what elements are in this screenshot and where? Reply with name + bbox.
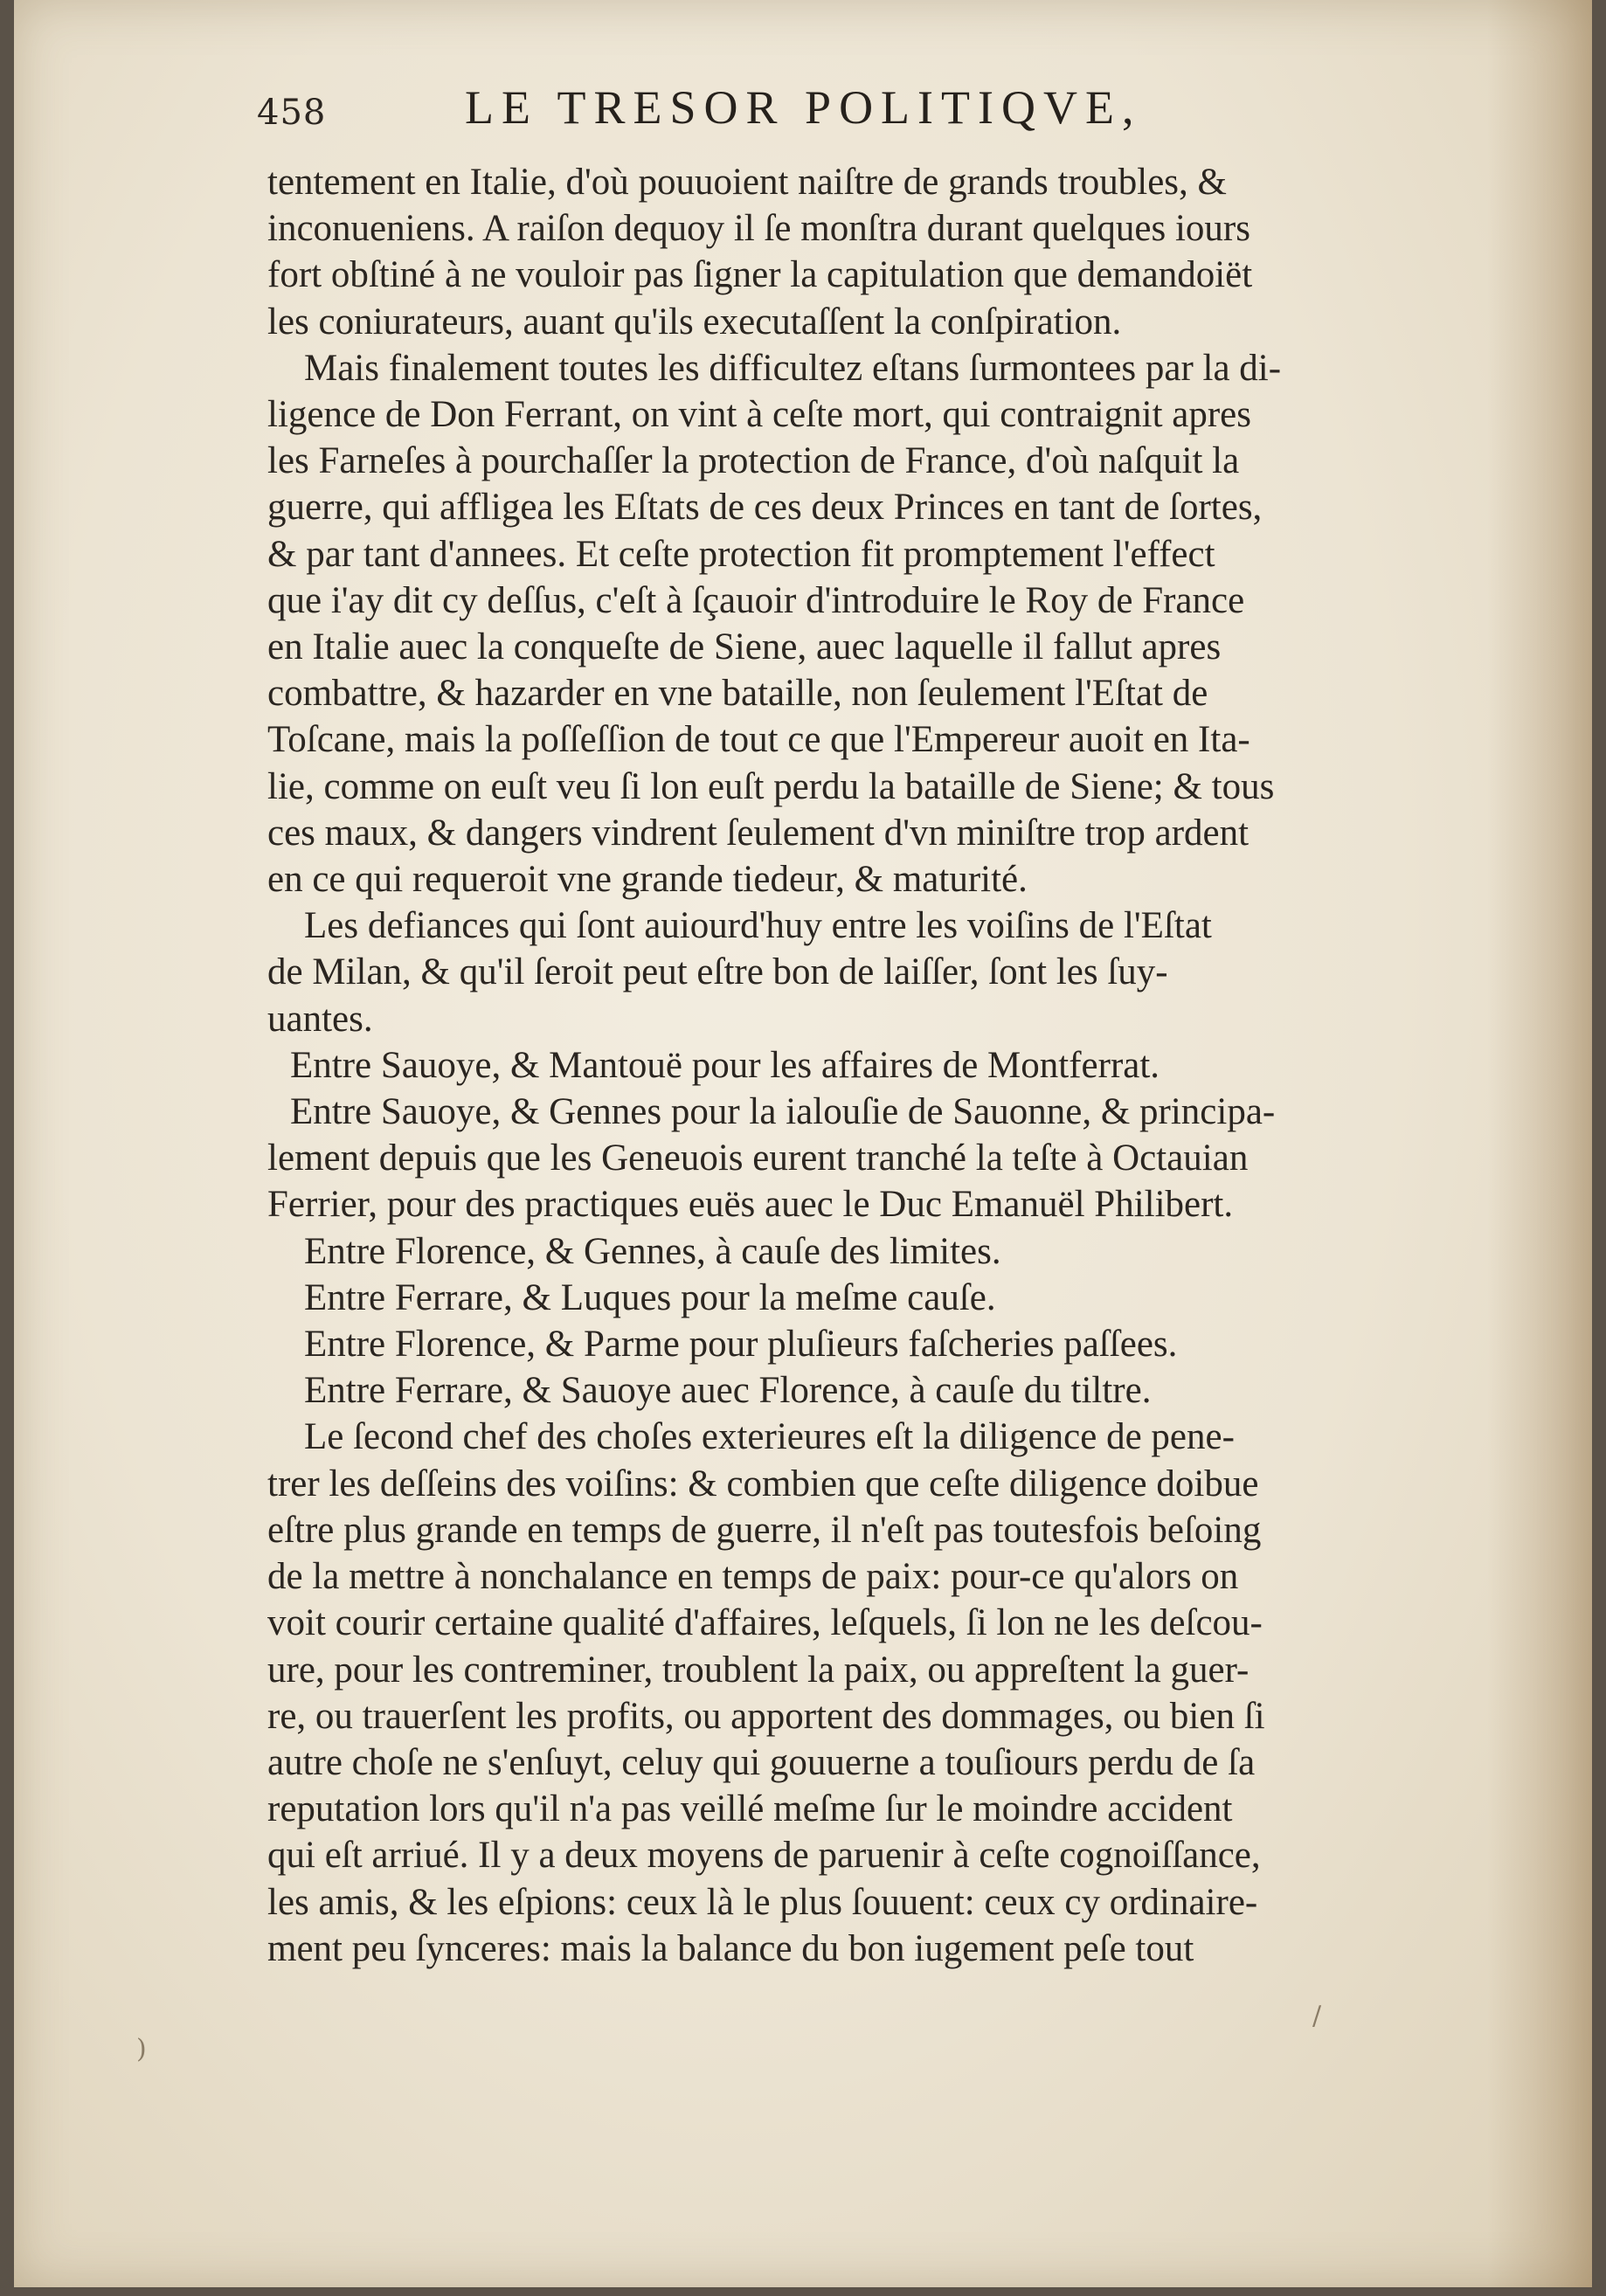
list-entry: Entre Sauoye, & Mantouë pour les affaires de Montferrat.	[290, 1044, 1160, 1086]
text-line: ment peu ſynceres: mais la balance du bon iugement peſe tout	[267, 1927, 1194, 1969]
body-text	[267, 159, 1463, 1972]
text-line: en ce qui requeroit vne grande tiedeur, & maturité.	[267, 859, 1028, 901]
text-line: en Italie auec la conqueſte de Siene, auec laquelle il fallut apres	[267, 626, 1222, 668]
paragraph-start: Le ſecond chef des choſes exterieures eſt la diligence de pene-	[304, 1416, 1235, 1458]
paragraph-start: Les defiances qui ſont auiourd'huy entre les voiſins de l'Eſtat	[304, 905, 1212, 947]
margin-mark: )	[136, 2034, 147, 2064]
text-line: Ferrier, pour des practiques euës auec le Duc Emanuël Philibert.	[267, 1184, 1234, 1226]
text-line: eſtre plus grande en temps de guerre, il n'eſt pas toutesfois beſoing	[267, 1509, 1262, 1551]
text-line: les amis, & les eſpions: ceux là le plus ſouuent: ceux cy ordinaire-	[267, 1881, 1258, 1923]
text-line: les Farneſes à pourchaſſer la protection de France, d'où naſquit la	[267, 440, 1240, 482]
list-entry: Entre Florence, & Gennes, à cauſe des limites.	[304, 1230, 1001, 1272]
list-entry: Entre Florence, & Parme pour pluſieurs faſcheries paſſees.	[304, 1324, 1178, 1366]
text-line: guerre, qui affligea les Eſtats de ces deux Princes en tant de ſortes,	[267, 487, 1263, 529]
text-line: uantes.	[267, 998, 373, 1040]
running-head	[257, 80, 1393, 150]
text-line: de la mettre à nonchalance en temps de paix: pour-ce qu'alors on	[267, 1556, 1239, 1598]
list-entry: Entre Sauoye, & Gennes pour la ialouſie de Sauonne, & principa-	[290, 1091, 1276, 1133]
text-line: ces maux, & dangers vindrent ſeulement d'vn miniſtre trop ardent	[267, 812, 1249, 854]
text-line: & par tant d'annees. Et ceſte protection fit promptement l'effect	[267, 533, 1215, 575]
list-entry: Entre Ferrare, & Sauoye auec Florence, à cauſe du tiltre.	[304, 1370, 1152, 1412]
text-line: tentement en Italie, d'où pouuoient naiſtre de grands troubles, &	[267, 162, 1227, 203]
text-line: qui eſt arriué. Il y a deux moyens de paruenir à ceſte cognoiſſance,	[267, 1835, 1261, 1877]
book-page	[14, 0, 1592, 2287]
text-line: Toſcane, mais la poſſeſſion de tout ce que l'Empereur auoit en Ita-	[267, 719, 1250, 761]
text-line: reputation lors qu'il n'a pas veillé meſme ſur le moindre accident	[267, 1788, 1233, 1830]
paragraph-start: Mais finalement toutes les difficultez eſtans ſurmontees par la di-	[304, 347, 1282, 389]
text-line: re, ou trauerſent les profits, ou apportent des dommages, ou bien ſi	[267, 1695, 1265, 1737]
text-line: inconueniens. A raiſon dequoy il ſe monſtra durant quelques iours	[267, 208, 1250, 250]
text-line: lement depuis que les Geneuois eurent tranché la teſte à Octauian	[267, 1138, 1249, 1179]
text-line: voit courir certaine qualité d'affaires, leſquels, ſi lon ne les deſcou-	[267, 1602, 1263, 1644]
page-number: 458	[257, 93, 327, 133]
text-line: que i'ay dit cy deſſus, c'eſt à ſçauoir d'introduire le Roy de France	[267, 579, 1245, 621]
margin-mark: /	[1312, 2001, 1322, 2031]
text-line: fort obſtiné à ne vouloir pas ſigner la capitulation que demandoiët	[267, 254, 1253, 296]
text-line: combattre, & hazarder en vne bataille, non ſeulement l'Eſtat de	[267, 673, 1208, 715]
text-line: ligence de Don Ferrant, on vint à ceſte mort, qui contraignit apres	[267, 394, 1251, 436]
list-entry: Entre Ferrare, & Luques pour la meſme cauſe.	[304, 1276, 996, 1318]
text-line: ure, pour les contreminer, troublent la paix, ou appreſtent la guer-	[267, 1649, 1249, 1691]
text-line: lie, comme on euſt veu ſi lon euſt perdu la bataille de Siene; & tous	[267, 765, 1275, 807]
text-line: les coniurateurs, auant qu'ils executaſſent la conſpiration.	[267, 301, 1122, 342]
running-title: LE TRESOR POLITIQVE,	[465, 81, 1142, 134]
text-line: trer les deſſeins des voiſins: & combien que ceſte diligence doibue	[267, 1463, 1259, 1504]
text-line: de Milan, & qu'il ſeroit peut eſtre bon de laiſſer, ſont les ſuy-	[267, 951, 1168, 993]
text-line: autre choſe ne s'enſuyt, celuy qui gouuerne a touſiours perdu de ſa	[267, 1741, 1256, 1783]
page-edge-shading	[1487, 0, 1592, 2287]
